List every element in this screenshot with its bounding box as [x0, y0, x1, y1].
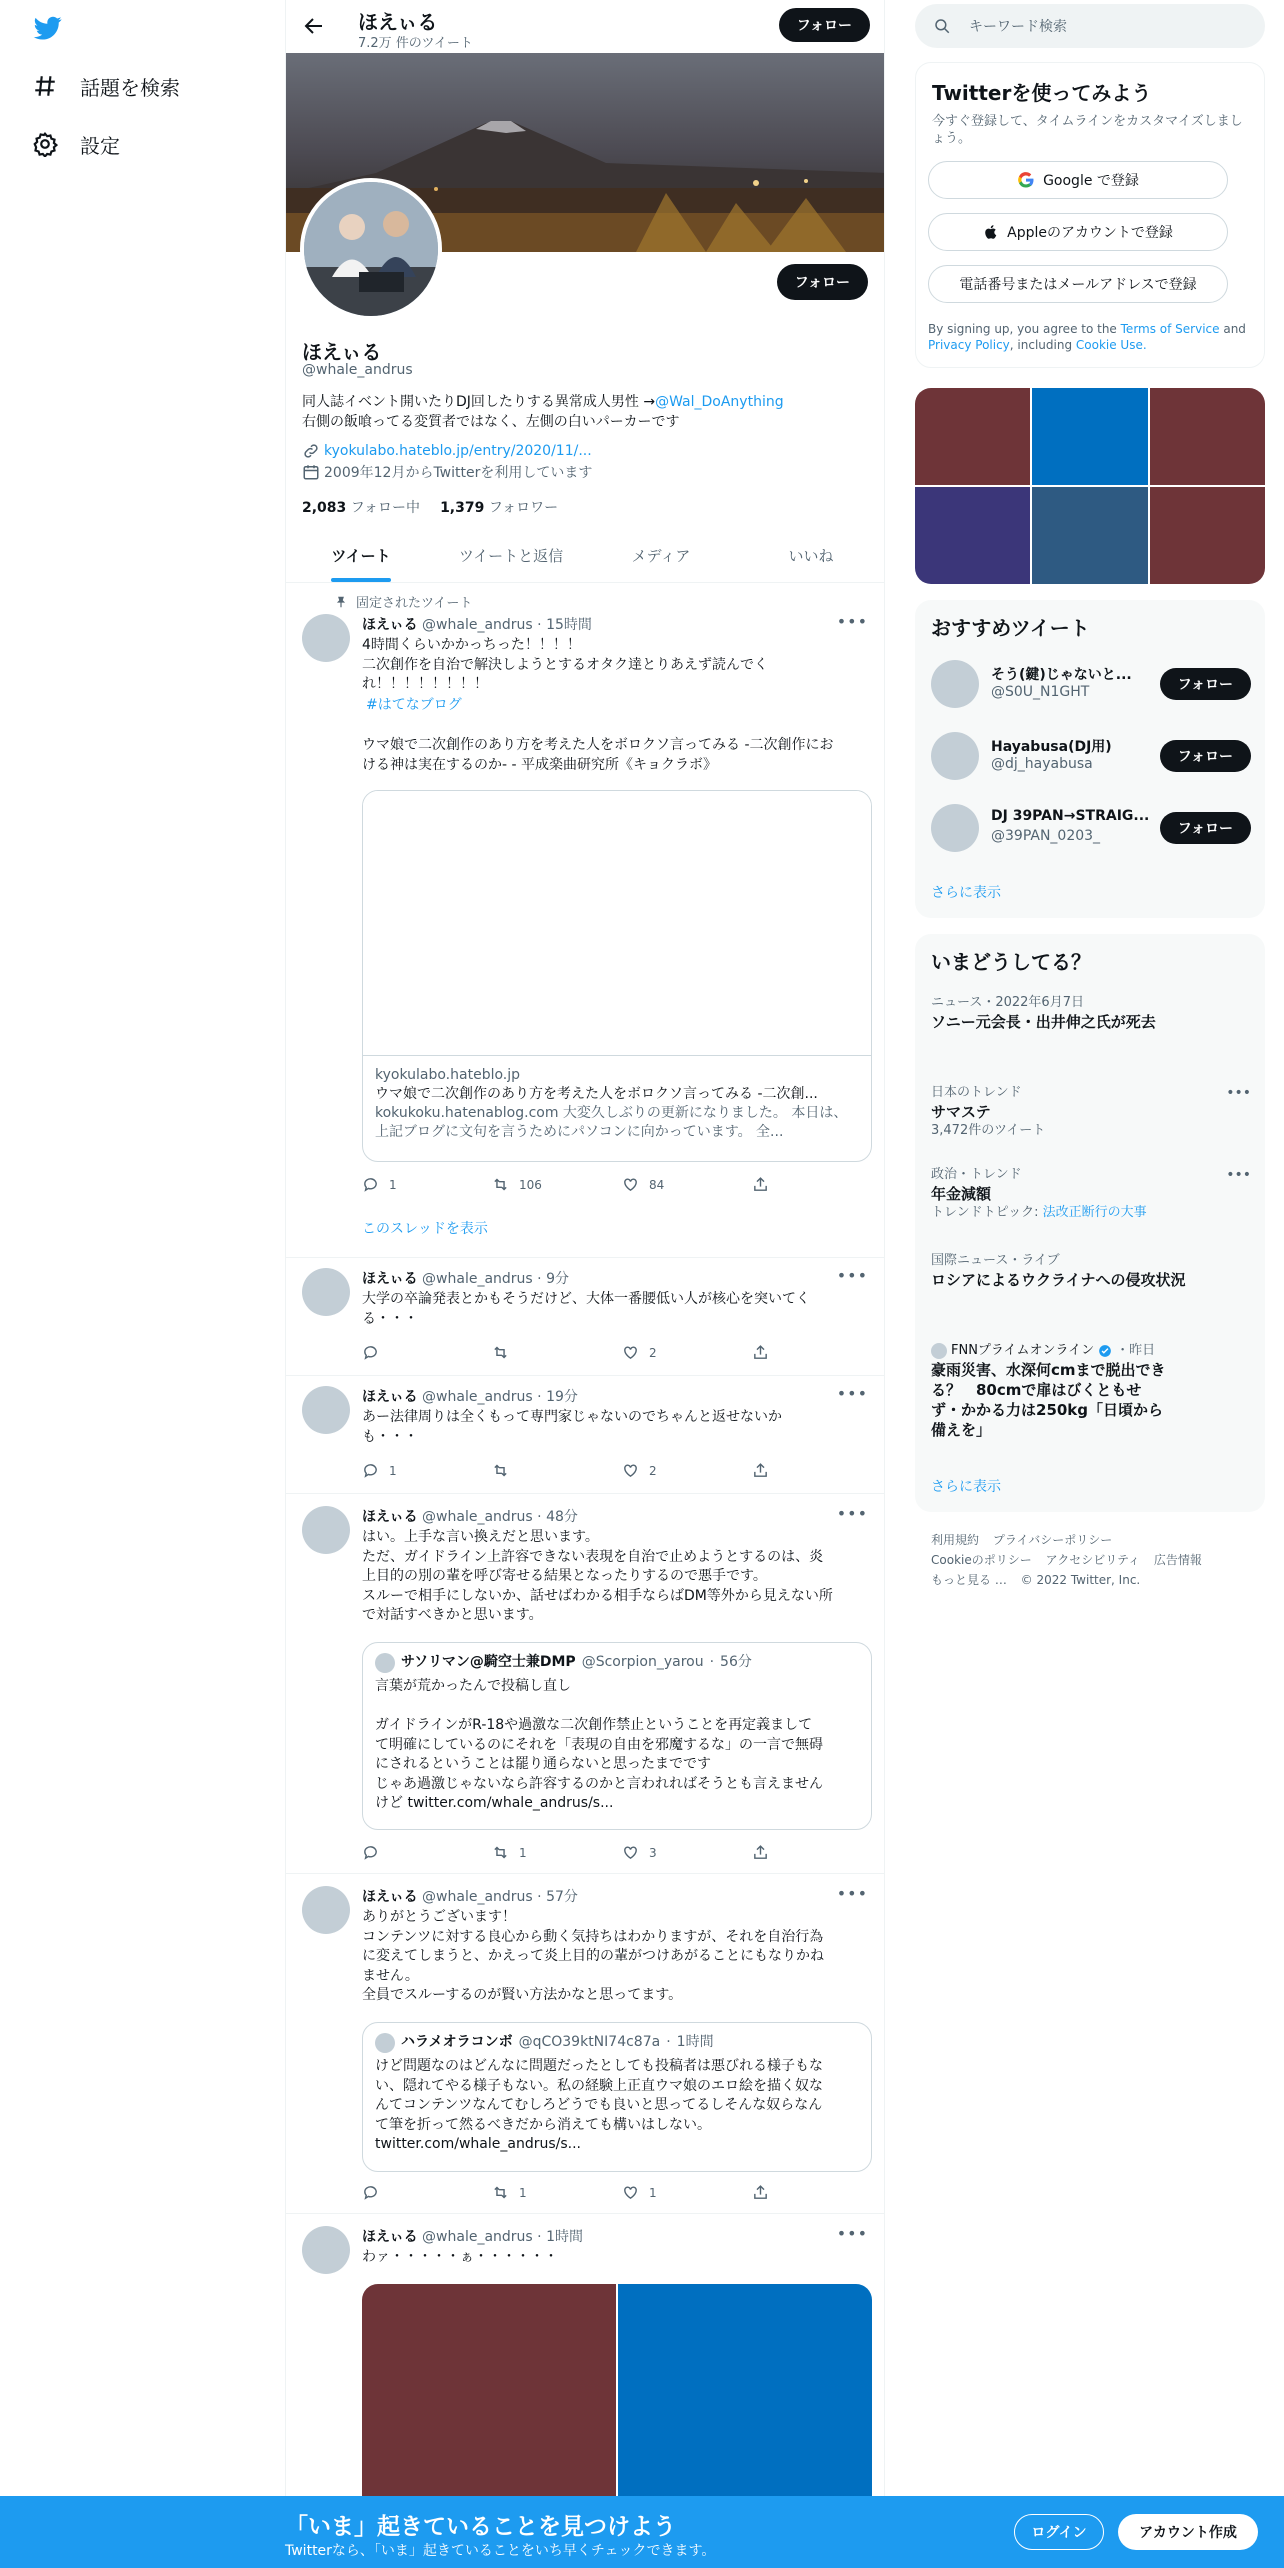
quote-tweet[interactable] [362, 2022, 872, 2172]
reply-count: 1 [389, 1463, 397, 1478]
footer-privacy[interactable]: プライバシーポリシー [992, 1533, 1113, 1547]
quote-avatar [375, 1653, 395, 1673]
tweet-text: ありがとうございます！ コンテンツに対する良心から動く気持ちはわかりますが、それを自治行為 に変えてしまうと、かえって炎上目的の輩がつけあがることにもなりかね ません。 全員でスルーするのが賢い方法かなと思ってます。 [362, 1909, 824, 2003]
tweet-author-name[interactable]: ほえぃる [362, 1889, 418, 1905]
more-icon[interactable]: ••• [836, 1266, 868, 1285]
recommended-user[interactable] [931, 656, 1251, 712]
tweet-author-handle[interactable]: @whale_andrus [422, 1271, 533, 1287]
followers-count: 1,379 [440, 500, 485, 516]
tweet-media-grid[interactable] [362, 2284, 872, 2500]
tweet-author-handle[interactable]: @whale_andrus [422, 1389, 533, 1405]
media-thumbnail[interactable] [915, 487, 1030, 584]
profile-follow-button[interactable]: フォロー [777, 264, 868, 300]
left-nav [0, 0, 285, 2500]
media-thumbnail[interactable] [1032, 388, 1147, 485]
heart-icon [622, 1462, 639, 1479]
tab-tweets[interactable]: ツイート [286, 528, 436, 582]
recommended-handle[interactable]: @S0U_N1GHT [991, 684, 1090, 700]
tweet-header: ほえぃる @whale_andrus · 15時間 [362, 617, 592, 633]
trend-item[interactable] [931, 1252, 1251, 1290]
heart-icon [622, 2184, 639, 2201]
tweet-author-handle[interactable]: @whale_andrus [422, 1509, 533, 1525]
trends-panel [915, 934, 1265, 1512]
media-image[interactable] [618, 2284, 872, 2500]
tweet-avatar[interactable] [302, 614, 350, 662]
phone-email-signup-label: 電話番号またはメールアドレスで登録 [959, 277, 1197, 293]
like-button[interactable] [622, 2184, 752, 2201]
tab-tweets-replies[interactable]: ツイートと返信 [458, 546, 564, 565]
tweet-avatar[interactable] [302, 1268, 350, 1316]
tweet-text: 4時間くらいかかっちった！！！！ 二次創作を自治で解決しようとするオタク達とりあえず読んでく れ！！！！！！！！ [362, 637, 768, 692]
more-icon[interactable]: ••• [1226, 1085, 1251, 1101]
profile-avatar[interactable] [300, 178, 442, 320]
reply-icon [362, 1462, 379, 1479]
tweet-time[interactable]: 48分 [546, 1509, 578, 1525]
terms-including: , including [1009, 338, 1076, 352]
footer-ads[interactable]: 広告情報 [1153, 1553, 1202, 1567]
footer-cookie[interactable]: Cookieのポリシー [931, 1553, 1032, 1567]
tweet-time[interactable]: 9分 [546, 1271, 569, 1287]
reply-button[interactable] [362, 1844, 492, 1861]
profile-handle: @whale_andrus [302, 362, 413, 378]
tweet-avatar[interactable] [302, 2226, 350, 2274]
bio-line1: 同人誌イベント開いたりDJ回したりする異常成人男性 → [302, 394, 656, 410]
footer-copyright: © 2022 Twitter, Inc. [1020, 1573, 1141, 1587]
trend-title: ロシアによるウクライナへの侵攻状況 [931, 1271, 1186, 1289]
share-icon [752, 1176, 769, 1193]
quote-tweet[interactable] [362, 1642, 872, 1830]
footer-terms[interactable]: 利用規約 [931, 1533, 980, 1547]
followers-link[interactable] [440, 497, 558, 517]
tweet-text: わァ・・・・・ぁ・・・・・・ [362, 2249, 558, 2265]
media-thumbnails [915, 388, 1265, 584]
header-tweet-count: 7.2万 件のツイート [358, 36, 473, 51]
phone-email-signup-button[interactable] [928, 265, 1228, 303]
search-input[interactable]: キーワード検索 [969, 19, 1067, 35]
retweet-icon [492, 1176, 509, 1193]
share-icon [752, 2184, 769, 2201]
recommended-follow-button[interactable]: フォロー [1160, 812, 1251, 844]
tweet-avatar[interactable] [302, 1506, 350, 1554]
quote-text: けど問題なのはどんなに問題だったとしても投稿者は悪びれる様子もな い、隠れてやる様子もない。私の経験上正直ウマ娘のエロ絵を描く奴な んてコンテンツなんてむしろどうでも良いと思ってるしそんな奴らなん て筆を折って然るべきだから消えても構いはしない。 twitter.com/whale_andrus/s... [375, 2058, 823, 2152]
profile-url-row [302, 442, 592, 460]
trend-title: 豪雨災害、水深何cmまで脱出できる？ 80cmで扉はびくともせず・かかる力は250kg「日頃から備えを」 [931, 1361, 1166, 1439]
trend-item[interactable] [931, 1342, 1171, 1440]
create-account-button[interactable]: アカウント作成 [1118, 2514, 1258, 2550]
trend-context: 国際ニュース・ライブ [931, 1253, 1060, 1268]
link-card-domain: kyokulabo.hateblo.jp [375, 1067, 521, 1083]
apple-signup-label: Appleのアカウントで登録 [1007, 225, 1173, 241]
signup-title: Twitterを使ってみよう [932, 81, 1152, 105]
tweet-time[interactable]: 15時間 [546, 617, 592, 633]
tweet-avatar[interactable] [302, 1386, 350, 1434]
like-button[interactable] [622, 1176, 752, 1193]
header-follow-button[interactable]: フォロー [779, 8, 870, 42]
google-signup-label: Google で登録 [1043, 173, 1139, 189]
tweet-avatar[interactable] [302, 1886, 350, 1934]
bottom-bar-title: 「いま」起きていることを見つけよう [285, 2514, 676, 2540]
recommended-name[interactable]: DJ 39PAN→STRAIG... [991, 808, 1150, 824]
more-icon[interactable]: ••• [836, 1884, 868, 1903]
quote-header: ハラメオラコンボ @qCO39ktNI74c87a · 1時間 [375, 2033, 859, 2053]
tweet-author-name[interactable]: ほえぃる [362, 1389, 418, 1405]
retweet-count: 1 [519, 2185, 527, 2200]
footer-links [931, 1530, 1251, 1590]
tweet-actions [362, 1344, 792, 1361]
tweet-actions [362, 1844, 792, 1861]
footer-more[interactable]: もっと見る … [931, 1573, 1007, 1587]
tweet-time[interactable]: 1時間 [546, 2229, 583, 2245]
nav-settings-label: 設定 [80, 133, 120, 158]
share-button[interactable] [752, 1176, 792, 1193]
like-button[interactable] [622, 1844, 752, 1861]
recommended-show-more[interactable]: さらに表示 [931, 885, 1001, 901]
quote-author-handle: @qCO39ktNI74c87a [518, 2034, 661, 2051]
tweet-header: ほえぃる @whale_andrus · 9分 [362, 1271, 569, 1287]
login-button[interactable]: ログイン [1014, 2514, 1104, 2550]
twitter-logo-icon[interactable] [32, 14, 64, 42]
tweet-hashtag-link[interactable]: #はてなブログ [366, 697, 462, 713]
quote-avatar [375, 2033, 395, 2053]
recommended-name[interactable]: Hayabusa(DJ用) [991, 739, 1112, 755]
quote-time: 1時間 [676, 2034, 714, 2051]
google-icon [1017, 171, 1035, 189]
media-thumbnail[interactable] [1150, 487, 1265, 584]
verified-badge-icon [1098, 1344, 1112, 1358]
tweet-actions [362, 2184, 792, 2201]
share-icon [752, 1344, 769, 1361]
recommended-avatar[interactable] [931, 804, 979, 852]
trend-title: ソニー元会長・出井伸之氏が死去 [931, 1013, 1156, 1031]
tweet-author-name[interactable]: ほえぃる [362, 1271, 418, 1287]
cookie-link[interactable]: Cookie Use. [1075, 338, 1147, 352]
nav-settings[interactable] [32, 122, 120, 166]
reply-icon [362, 1176, 379, 1193]
profile-column [285, 0, 885, 2500]
heart-icon [622, 1176, 639, 1193]
more-icon[interactable]: ••• [836, 612, 868, 631]
trend-title: 年金減額 [931, 1185, 992, 1203]
reply-button[interactable] [362, 1344, 492, 1361]
tweet-author-name[interactable]: ほえぃる [362, 617, 418, 633]
like-count: 2 [649, 1345, 657, 1360]
link-card-image [363, 791, 871, 1056]
like-button[interactable] [622, 1344, 752, 1361]
recommended-user[interactable] [931, 728, 1251, 784]
trend-topic [931, 1204, 1251, 1222]
heart-icon [622, 1844, 639, 1861]
retweet-button[interactable] [492, 1462, 622, 1479]
retweet-button[interactable] [492, 1344, 622, 1361]
share-button[interactable] [752, 2184, 792, 2201]
recommended-follow-button[interactable]: フォロー [1160, 740, 1251, 772]
terms-prefix: By signing up, you agree to the [928, 322, 1121, 336]
trend-title: サマステ [931, 1103, 991, 1121]
more-icon[interactable]: ••• [836, 1384, 868, 1403]
tweet-author-handle[interactable]: @whale_andrus [422, 617, 533, 633]
link-icon [302, 442, 320, 460]
tweet-author-handle[interactable]: @whale_andrus [422, 2229, 533, 2245]
signup-terms [928, 321, 1248, 353]
signup-panel [915, 62, 1265, 368]
show-thread-link[interactable]: このスレッドを表示 [362, 1221, 488, 1237]
back-arrow-icon[interactable] [302, 14, 326, 38]
nav-explore[interactable] [32, 64, 180, 108]
tweet-header: ほえぃる @whale_andrus · 1時間 [362, 2229, 583, 2245]
trend-item[interactable] [931, 1084, 1251, 1140]
trend-tweet-count: 3,472件のツイート [931, 1123, 1046, 1138]
recommended-avatar[interactable] [931, 660, 979, 708]
reply-icon [362, 2184, 379, 2201]
avatar-image [304, 182, 438, 316]
like-count: 2 [649, 1463, 657, 1478]
reply-icon [362, 1844, 379, 1861]
tweet-time[interactable]: 57分 [546, 1889, 578, 1905]
trend-source-avatar [931, 1343, 947, 1359]
trend-context: 政治・トレンド [931, 1167, 1022, 1182]
recommended-avatar[interactable] [931, 732, 979, 780]
trend-context: 日本のトレンド [931, 1085, 1022, 1100]
trend-source [931, 1342, 1171, 1360]
tweet-text: はい。上手な言い換えだと思います。 ただ、ガイドライン上許容できない表現を自治で止めようとするのは、炎 上目的の別の輩を呼び寄せる結果となったりするので悪手です。 スルーで相手にしないか、話せばわかる相手ならばDM等外から見えない所 で対話すべきかと思います。 [362, 1529, 833, 1623]
media-thumbnail[interactable] [1150, 388, 1265, 485]
search-box[interactable] [915, 4, 1265, 48]
retweet-icon [492, 1844, 509, 1861]
calendar-icon [302, 463, 320, 481]
media-thumbnail[interactable] [915, 388, 1030, 485]
media-thumbnail[interactable] [1032, 487, 1147, 584]
apple-icon [983, 223, 999, 241]
tweet-header: ほえぃる @whale_andrus · 48分 [362, 1509, 578, 1525]
quote-time: 56分 [720, 1654, 752, 1671]
bio-mention-link[interactable]: @Wal_DoAnything [655, 394, 784, 410]
followers-label: フォロワー [488, 500, 559, 516]
following-label: フォロー中 [350, 500, 421, 516]
recommended-handle[interactable]: @39PAN_0203_ [991, 828, 1101, 844]
pinned-label: 固定されたツイート [356, 596, 473, 611]
share-icon [752, 1844, 769, 1861]
media-image[interactable] [362, 2284, 616, 2500]
trend-source-time: ・昨日 [1116, 1343, 1156, 1358]
recommended-title: おすすめツイート [931, 616, 1090, 640]
trend-context: ニュース・2022年6月7日 [931, 995, 1084, 1010]
quote-text: 言葉が荒かったんで投稿し直し ガイドラインがR-18や過激な二次創作禁止ということを再定義まして て明確にしているのにそれを「表現の自由を邪魔するな」の一言で無碍 にされるということは罷り通らないと思ったまでです じゃあ過激じゃないなら許容するのかと言われればそうとも言えません けど twitter.com/whale_andrus/s... [375, 1678, 823, 1811]
footer-accessibility[interactable]: アクセシビリティ [1045, 1553, 1141, 1567]
tweet-time[interactable]: 19分 [546, 1389, 578, 1405]
bio-line2: 右側の飯喰ってる変質者ではなく、左側の白いパーカーです [302, 414, 680, 430]
profile-name: ほえぃる [302, 340, 382, 364]
tweet-header: ほえぃる @whale_andrus · 19分 [362, 1389, 578, 1405]
reply-button[interactable] [362, 1176, 492, 1193]
like-count: 3 [649, 1845, 657, 1860]
retweet-icon [492, 1462, 509, 1479]
retweet-button[interactable] [492, 1844, 622, 1861]
tab-media[interactable]: メディア [631, 546, 691, 565]
signup-subtitle: 今すぐ登録して、タイムラインをカスタマイズしましょう。 [932, 114, 1243, 146]
tweet-header: ほえぃる @whale_andrus · 57分 [362, 1889, 578, 1905]
bottom-bar-subtitle: Twitterなら、「いま」起きていることをいち早くチェックできます。 [285, 2543, 716, 2559]
signup-bottom-bar [0, 2496, 1284, 2568]
tweet-actions [362, 1176, 792, 1193]
quote-author-name: サソリマン@騎空士兼DMP [401, 1654, 576, 1671]
trend-source-name: FNNプライムオンライン [951, 1343, 1095, 1358]
apple-signup-button[interactable] [928, 213, 1228, 251]
profile-joined: 2009年12月からTwitterを利用しています [324, 465, 593, 481]
tweet-text: 大学の卒論発表とかもそうだけど、大体一番腰低い人が核心を突いてく る・・・ [362, 1291, 810, 1327]
trend-item[interactable] [931, 1166, 1251, 1222]
following-count: 2,083 [302, 500, 347, 516]
link-card-description: kokukoku.hatenablog.com 大変久しぶりの更新になりました。 本日は、上記ブログに文句を言うためにパソコンに向かっています。 全... [375, 1105, 848, 1140]
more-icon[interactable]: ••• [836, 2224, 868, 2243]
search-icon [933, 17, 951, 35]
terms-link[interactable]: Terms of Service [1120, 322, 1220, 336]
like-count: 84 [649, 1177, 665, 1192]
profile-url-link[interactable]: kyokulabo.hateblo.jp/entry/2020/11/... [324, 443, 592, 459]
trend-topic-link[interactable]: 法改正断行の大事 [1042, 1205, 1147, 1220]
profile-follow-counts [302, 497, 558, 517]
share-button[interactable] [752, 1462, 792, 1479]
share-button[interactable] [752, 1844, 792, 1861]
privacy-link[interactable]: Privacy Policy [928, 338, 1010, 352]
profile-joined-row [302, 462, 592, 482]
tweet-author-name[interactable]: ほえぃる [362, 2229, 418, 2245]
retweet-count: 106 [519, 1177, 542, 1192]
recommended-panel [915, 600, 1265, 918]
reply-button[interactable] [362, 2184, 492, 2201]
tweet-author-name[interactable]: ほえぃる [362, 1509, 418, 1525]
gear-icon [32, 131, 58, 157]
recommended-user[interactable] [931, 800, 1251, 856]
profile-tabs [286, 528, 885, 583]
tweet-text: あー法律周りは全くもって専門家じゃないのでちゃんと返せないか も・・・ [362, 1409, 782, 1445]
reply-count: 1 [389, 1177, 397, 1192]
terms-and: and [1219, 322, 1246, 336]
tweet-author-handle[interactable]: @whale_andrus [422, 1889, 533, 1905]
retweet-icon [492, 2184, 509, 2201]
header-name: ほえぃる [358, 10, 438, 34]
quote-author-handle: @Scorpion_yarou [581, 1654, 704, 1671]
quote-header: サソリマン@騎空士兼DMP @Scorpion_yarou · 56分 [375, 1653, 859, 1673]
retweet-count: 1 [519, 1845, 527, 1860]
retweet-button[interactable] [492, 2184, 622, 2201]
nav-explore-label: 話題を検索 [80, 75, 180, 100]
more-icon[interactable]: ••• [1226, 1167, 1251, 1183]
share-button[interactable] [752, 1344, 792, 1361]
hashtag-icon [32, 73, 58, 99]
trend-topic-prefix: トレンドトピック: [931, 1205, 1043, 1220]
trends-show-more[interactable]: さらに表示 [931, 1479, 1001, 1495]
reply-icon [362, 1344, 379, 1361]
pin-icon [334, 595, 348, 609]
recommended-follow-button[interactable]: フォロー [1160, 668, 1251, 700]
tweet-actions [362, 1462, 792, 1479]
tab-likes[interactable]: いいね [788, 546, 834, 565]
retweet-button[interactable] [492, 1176, 622, 1193]
recommended-name[interactable]: そう(鍵)じゃないと... [991, 667, 1132, 683]
pinned-label-row [334, 592, 472, 611]
recommended-handle[interactable]: @dj_hayabusa [991, 756, 1093, 772]
more-icon[interactable]: ••• [836, 1504, 868, 1523]
heart-icon [622, 1344, 639, 1361]
profile-header-bar [286, 0, 885, 53]
like-button[interactable] [622, 1462, 752, 1479]
trends-title: いまどうしてる？ [931, 950, 1091, 974]
trend-item[interactable] [931, 994, 1251, 1032]
reply-button[interactable] [362, 1462, 492, 1479]
tweet-text-2: ウマ娘で二次創作のあり方を考えた人をボロクソ言ってみる -二次創作にお ける神は実在するのか- - 平成楽曲研究所《キョクラボ》 [362, 737, 834, 773]
retweet-icon [492, 1344, 509, 1361]
quote-author-name: ハラメオラコンボ [401, 2034, 513, 2051]
google-signup-button[interactable] [928, 161, 1228, 199]
profile-bio [302, 392, 862, 432]
share-icon [752, 1462, 769, 1479]
link-card[interactable] [362, 790, 872, 1162]
link-card-title: ウマ娘で二次創作のあり方を考えた人をボロクソ言ってみる -二次創... [375, 1086, 818, 1102]
like-count: 1 [649, 2185, 657, 2200]
following-link[interactable] [302, 497, 420, 517]
